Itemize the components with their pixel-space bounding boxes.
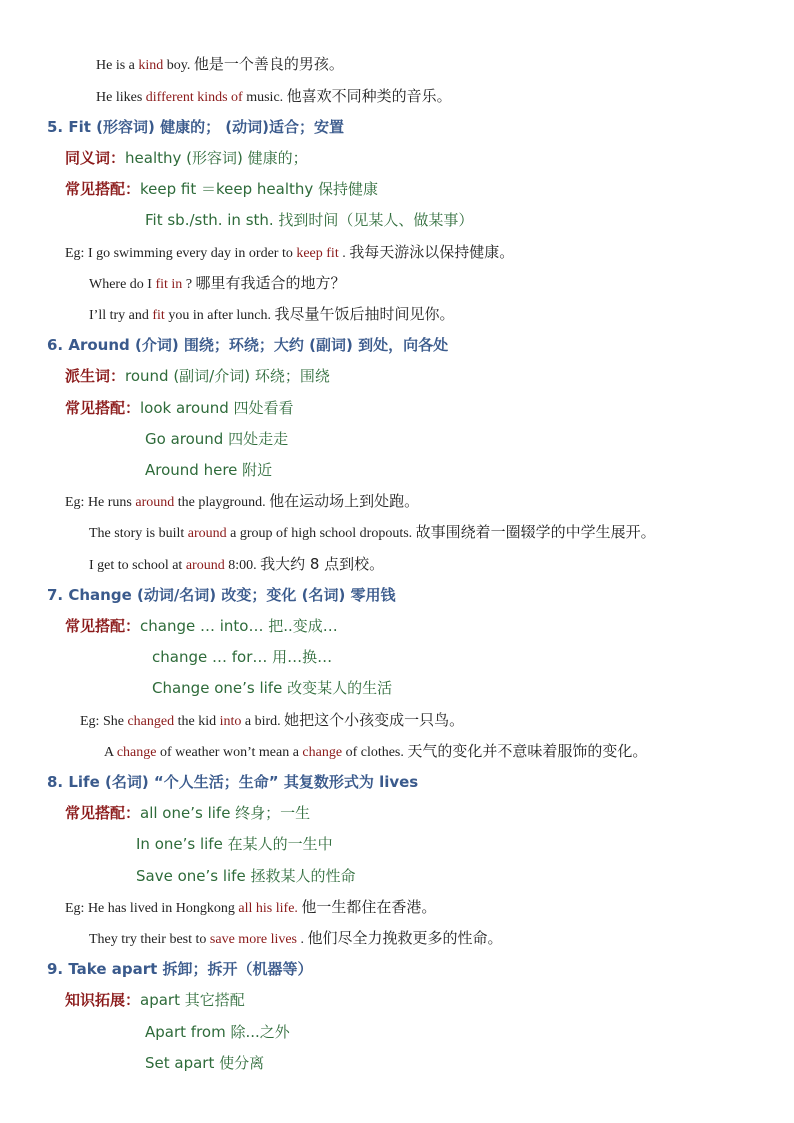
entry-heading [47, 117, 344, 139]
collocation-line [145, 429, 288, 451]
text-segment: Eg: I go swimming every day in order to [65, 246, 297, 261]
section-label: 常见搭配： [65, 399, 141, 417]
text-segment: Set apart 使分离 [145, 1054, 265, 1072]
section-label: 常见搭配： [65, 804, 141, 822]
example-line [89, 522, 656, 544]
text-segment: change … for… 用…换… [152, 648, 333, 666]
example-line [89, 554, 384, 576]
text-segment: fit [152, 308, 165, 323]
text-segment: Eg: She [80, 714, 128, 729]
collocation-line [136, 834, 333, 856]
text-segment: 我每天游泳以保持健康。 [349, 243, 515, 261]
example-line [65, 242, 514, 264]
text-segment: They try their best to [89, 932, 210, 947]
text-segment: 他们尽全力挽救更多的性命。 [307, 929, 503, 947]
collocation-line [65, 179, 378, 201]
text-segment: round (副词/介词) 环绕；围绕 [125, 367, 330, 385]
example-line [89, 928, 503, 950]
example-line [89, 273, 346, 295]
text-segment: of clothes. [342, 745, 408, 760]
text-segment: 5. Fit (形容词) 健康的； (动词)适合；安置 [47, 118, 345, 136]
text-segment: 他喜欢不同种类的音乐。 [286, 87, 452, 105]
text-segment: the playground. [174, 495, 270, 510]
section-label: 知识拓展： [65, 991, 141, 1009]
text-segment: around [185, 558, 225, 573]
text-segment: The story is built [89, 526, 188, 541]
text-segment: apart 其它搭配 [140, 991, 245, 1009]
collocation-line [136, 866, 355, 888]
text-segment: into [219, 714, 242, 729]
text-segment: change [302, 745, 343, 760]
entry-heading [47, 772, 418, 794]
text-segment: Save one’s life 拯救某人的性命 [136, 867, 356, 885]
text-segment: keep fit [296, 246, 339, 261]
extension-line [65, 990, 245, 1012]
text-segment: . [338, 246, 350, 261]
text-segment: 7. Change (动词/名词) 改变；变化 (名词) 零用钱 [47, 586, 396, 604]
text-segment: Go around 四处走走 [145, 430, 289, 448]
text-segment: Eg: He runs [65, 495, 136, 510]
collocation-line [65, 398, 294, 420]
collocation-line [145, 1053, 264, 1075]
text-segment: He is a [96, 58, 139, 73]
collocation-line [152, 678, 392, 700]
text-segment: ? [182, 277, 196, 292]
text-segment: changed [127, 714, 175, 729]
entry-heading [47, 335, 448, 357]
text-segment: In one’s life 在某人的一生中 [136, 835, 333, 853]
text-segment: of weather won’t mean a [156, 745, 303, 760]
text-segment: keep fit ＝keep healthy 保持健康 [140, 180, 379, 198]
collocation-line [152, 647, 332, 669]
text-segment: I’ll try and [89, 308, 153, 323]
text-segment: Fit sb./sth. in sth. 找到时间（见某人、做某事） [145, 211, 474, 229]
text-segment: 天气的变化并不意味着服饰的变化。 [407, 742, 648, 760]
collocation-line [145, 210, 473, 232]
text-segment: music. [242, 90, 287, 105]
text-segment: around [135, 495, 175, 510]
text-segment: I get to school at [89, 558, 186, 573]
text-segment: 8:00. [224, 558, 261, 573]
text-segment: 他是一个善良的男孩。 [193, 55, 344, 73]
text-segment: 我大约 8 点到校。 [260, 555, 385, 573]
text-segment: He likes [96, 90, 146, 105]
section-label: 常见搭配： [65, 617, 141, 635]
text-segment: around [187, 526, 227, 541]
section-label: 派生词： [65, 367, 126, 385]
text-segment: 他一生都住在香港。 [301, 898, 437, 916]
collocation-line [65, 616, 338, 638]
text-segment: . [297, 932, 308, 947]
text-segment: the kid [174, 714, 220, 729]
example-line [65, 897, 436, 919]
synonym-line [65, 148, 308, 170]
text-segment: healthy (形容词) 健康的； [125, 149, 308, 167]
text-segment: look around 四处看看 [140, 399, 294, 417]
text-segment: all one’s life 终身；一生 [140, 804, 311, 822]
example-line [104, 741, 647, 763]
example-line [89, 304, 454, 326]
text-segment: 他在运动场上到处跑。 [269, 492, 420, 510]
text-segment: change … into… 把..变成… [140, 617, 338, 635]
entry-heading [47, 959, 313, 981]
text-segment: 故事围绕着一圈辍学的中学生展开。 [415, 523, 656, 541]
collocation-line [145, 1022, 290, 1044]
entry-heading [47, 585, 396, 607]
text-segment: kind [138, 58, 164, 73]
text-segment: A [104, 745, 117, 760]
example-line [96, 54, 344, 76]
text-segment: a bird. [241, 714, 285, 729]
example-line [80, 710, 464, 732]
text-segment: change [116, 745, 157, 760]
text-segment: a group of high school dropouts. [226, 526, 416, 541]
text-segment: Apart from 除...之外 [145, 1023, 290, 1041]
collocation-line [145, 460, 272, 482]
text-segment: Eg: He has lived in Hongkong [65, 901, 239, 916]
section-label: 同义词： [65, 149, 126, 167]
text-segment: 9. Take apart 拆卸；拆开（机器等） [47, 960, 313, 978]
text-segment: you in after lunch. [164, 308, 275, 323]
example-line [96, 86, 452, 108]
text-segment: all his life. [238, 901, 298, 916]
section-label: 常见搭配： [65, 180, 141, 198]
text-segment: Change one’s life 改变某人的生活 [152, 679, 393, 697]
text-segment: 哪里有我适合的地方？ [195, 274, 346, 292]
example-line [65, 491, 419, 513]
text-segment: fit in [155, 277, 183, 292]
text-segment: save more lives [209, 932, 298, 947]
text-segment: Around here 附近 [145, 461, 273, 479]
derivative-line [65, 366, 330, 388]
text-segment: Where do I [89, 277, 156, 292]
text-segment: 她把这个小孩变成一只鸟。 [284, 711, 465, 729]
collocation-line [65, 803, 310, 825]
text-segment: different kinds of [145, 90, 243, 105]
text-segment: 8. Life (名词) “个人生活；生命” 其复数形式为 lives [47, 773, 419, 791]
text-segment: 6. Around (介词) 围绕；环绕；大约 (副词) 到处，向各处 [47, 336, 449, 354]
text-segment: boy. [163, 58, 194, 73]
text-segment: 我尽量午饭后抽时间见你。 [274, 305, 455, 323]
